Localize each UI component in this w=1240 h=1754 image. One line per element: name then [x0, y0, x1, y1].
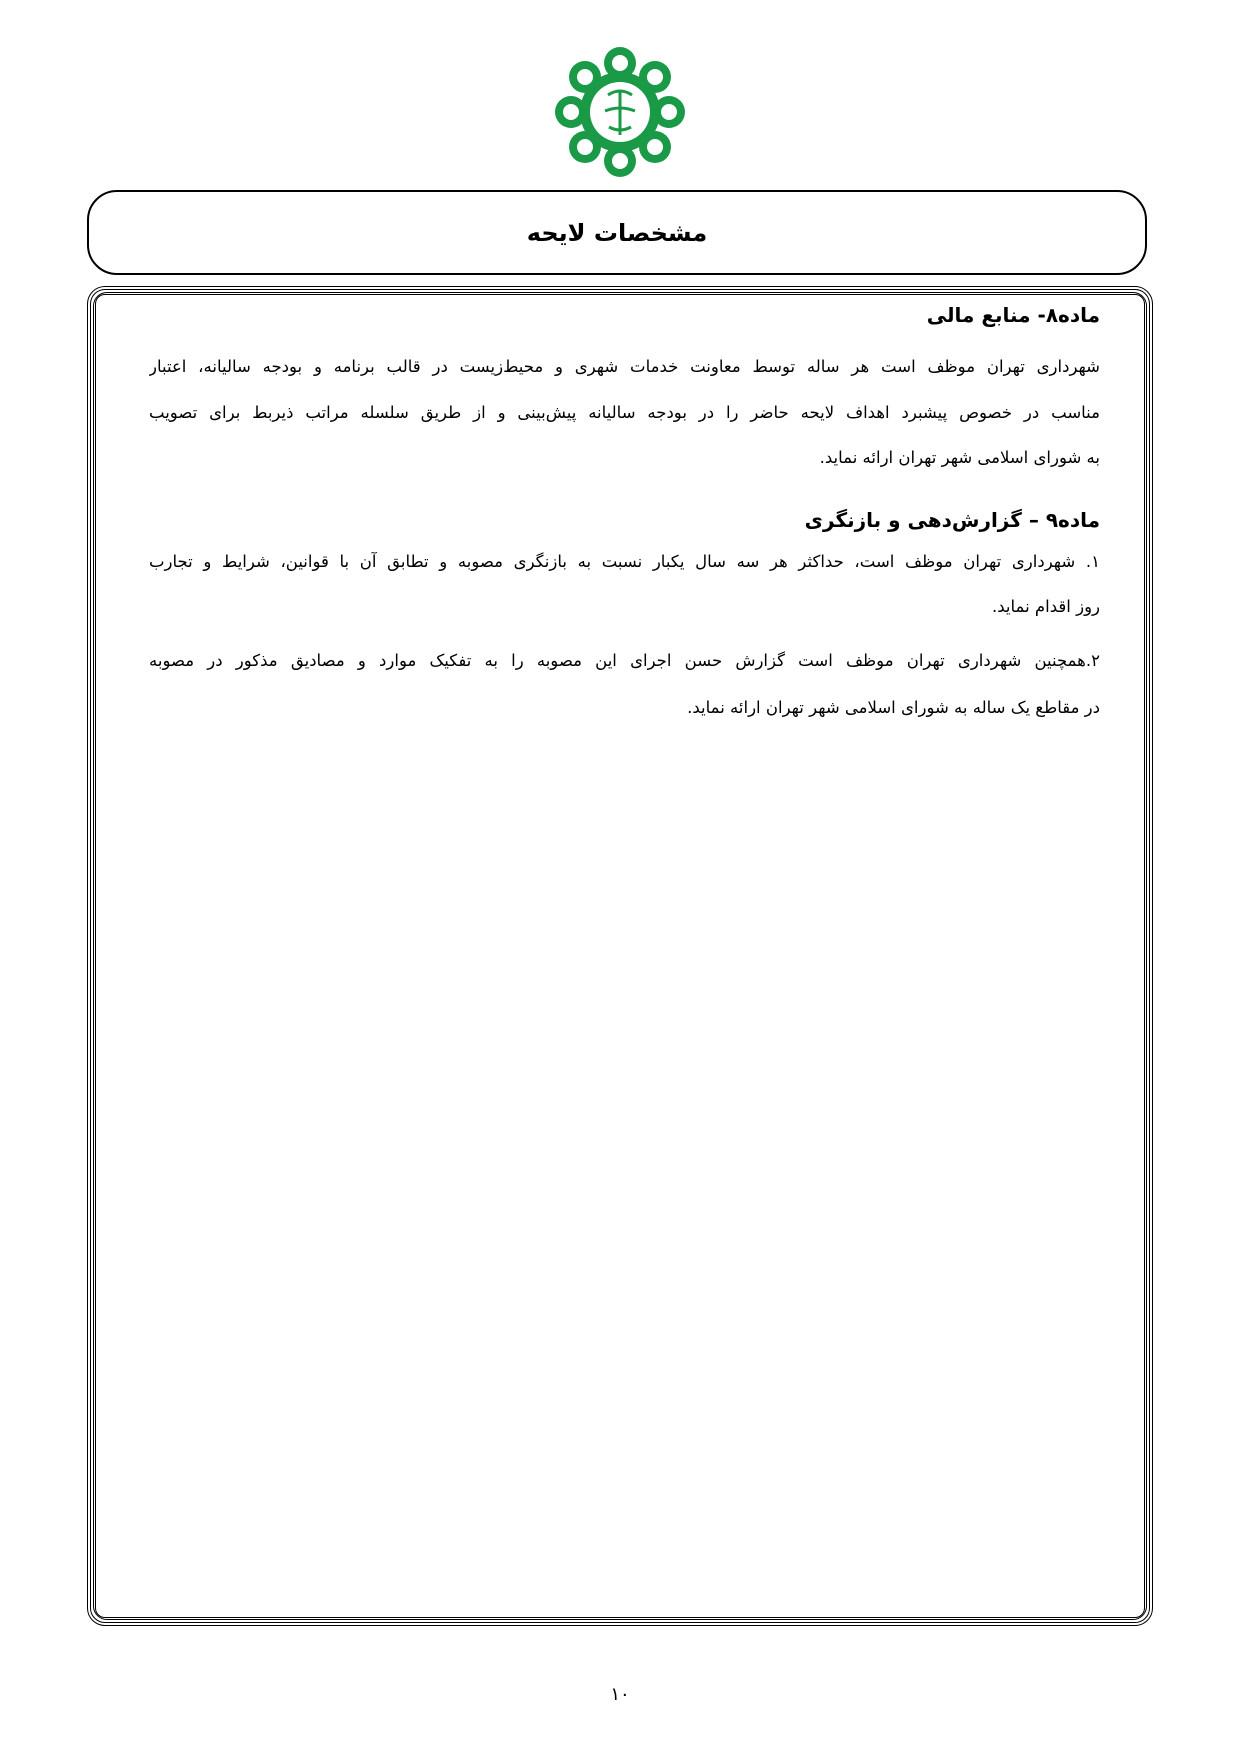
content-frame: [87, 286, 1153, 1626]
article8-line: شهرداری تهران موظف است هر ساله توسط معاونت خدمات شهری و محیط‌زیست در قالب برنامه و بودجه سالیانه، اعتبار: [149, 357, 1100, 376]
article9-item2-line: ۲.همچنین شهرداری تهران موظف است گزارش حسن اجرای این مصوبه را به تفکیک موارد و مصادیق مذکور در مصوبه: [149, 651, 1100, 670]
article8-line: به شورای اسلامی شهر تهران ارائه نماید.: [819, 448, 1100, 467]
article9-heading: ماده۹ – گزارش‌دهی و بازنگری: [804, 508, 1100, 532]
section-title: مشخصات لایحه: [526, 218, 708, 247]
page-number: ۱۰: [610, 1684, 630, 1705]
tehran-municipality-logo: [553, 45, 687, 179]
article8-heading: ماده۸- منابع مالی: [926, 303, 1100, 327]
article9-item1-line: روز اقدام نماید.: [992, 597, 1100, 616]
article9-item2-line: در مقاطع یک ساله به شورای اسلامی شهر تهران ارائه نماید.: [687, 698, 1100, 717]
article8-line: مناسب در خصوص پیشبرد اهداف لایحه حاضر را در بودجه سالیانه پیش‌بینی و از طریق سلسله مراتب ذیربط برای تصویب: [149, 403, 1100, 422]
section-title-box: [87, 190, 1147, 275]
article9-item1-line: ۱. شهرداری تهران موظف است، حداکثر هر سه سال یکبار نسبت به بازنگری مصوبه و تطابق آن با قوانین، شرایط و تجارب: [149, 552, 1100, 571]
